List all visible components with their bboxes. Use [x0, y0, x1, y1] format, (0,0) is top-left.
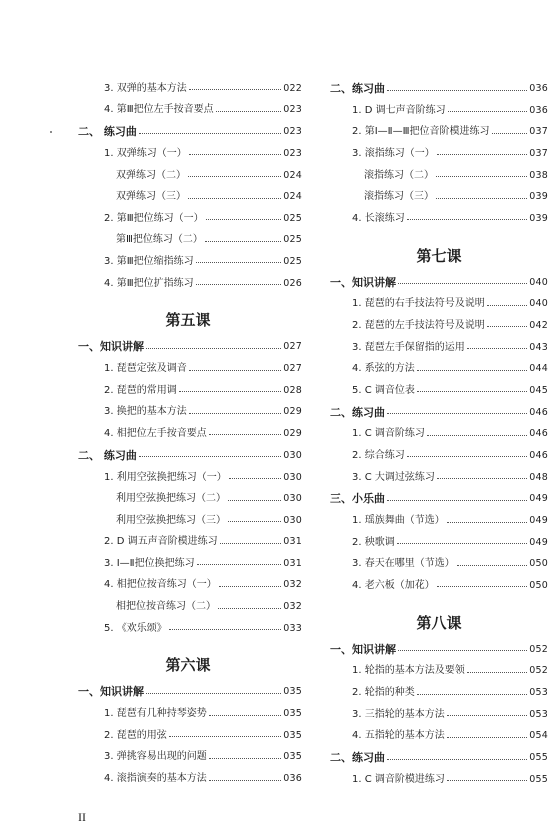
dot-leader	[205, 239, 281, 242]
toc-entry	[74, 553, 302, 575]
dot-leader	[206, 217, 282, 220]
entry-page-number: 046	[529, 449, 548, 461]
toc-entry	[74, 768, 302, 790]
dot-leader	[437, 152, 528, 155]
entry-page-number: 049	[529, 493, 548, 505]
entry-page-number: 048	[529, 471, 548, 483]
entry-title: 1. 琵琶有几种持琴姿势	[104, 708, 207, 720]
entry-page-number: 030	[283, 514, 302, 526]
toc-entry	[330, 704, 548, 726]
entry-page-number: 025	[283, 234, 302, 246]
entry-page-number: 023	[283, 126, 302, 138]
toc-entry	[74, 467, 302, 489]
dot-leader	[436, 196, 527, 199]
entry-title: 双弹练习（三）	[116, 191, 186, 203]
entry-page-number: 039	[529, 212, 548, 224]
toc-section-entry	[330, 78, 548, 100]
entry-page-number: 045	[529, 384, 548, 396]
toc-entry	[330, 100, 548, 122]
dot-leader	[417, 368, 528, 371]
toc-entry	[74, 100, 302, 122]
dot-leader	[467, 670, 528, 673]
toc-entry	[330, 380, 548, 402]
dot-leader	[229, 476, 282, 479]
entry-title: 1. 利用空弦换把练习（一）	[104, 471, 227, 483]
toc-entry	[74, 273, 302, 295]
dot-leader	[398, 281, 527, 284]
entry-page-number: 037	[529, 126, 548, 138]
toc-entry	[74, 380, 302, 402]
toc-entry	[74, 703, 302, 725]
entry-title: 2. 琵琶的用弦	[104, 729, 167, 741]
entry-title: 二、练习曲	[330, 751, 385, 765]
entry-page-number: 031	[283, 557, 302, 569]
entry-title: 4. 滚指演奏的基本方法	[104, 773, 207, 785]
lesson-heading: 第七课	[416, 246, 462, 265]
dot-leader	[228, 498, 281, 501]
entry-title: 3. 琵琶左手保留指的运用	[352, 341, 465, 353]
entry-title: 二、练习曲	[330, 82, 385, 95]
entry-page-number: 030	[283, 449, 302, 461]
entry-page-number: 044	[529, 363, 548, 375]
lesson-heading: 第五课	[165, 311, 211, 330]
entry-page-number: 028	[283, 384, 302, 396]
toc-entry	[74, 510, 302, 532]
dot-leader	[492, 131, 528, 134]
entry-page-number: 032	[283, 601, 302, 613]
dot-leader	[216, 109, 282, 112]
entry-page-number: 029	[283, 406, 302, 418]
entry-page-number: 032	[283, 579, 302, 591]
entry-title: 2. D 调五声音阶模进练习	[104, 536, 218, 548]
toc-entry	[74, 208, 302, 230]
entry-title: 1. C 调音阶练习	[352, 428, 425, 440]
entry-title: 一、知识讲解	[330, 275, 396, 289]
entry-page-number: 030	[283, 493, 302, 505]
entry-page-number: 055	[529, 752, 548, 764]
dot-leader	[407, 454, 528, 457]
dot-leader	[139, 131, 281, 134]
entry-page-number: 055	[529, 773, 548, 785]
toc-entry	[330, 445, 548, 467]
entry-page-number: 024	[283, 169, 302, 181]
toc-entry	[330, 122, 548, 144]
toc-entry	[74, 143, 302, 165]
entry-title: 利用空弦换把练习（三）	[116, 514, 226, 526]
entry-page-number: 042	[529, 319, 548, 331]
toc-entry	[330, 725, 548, 747]
entry-page-number: 036	[529, 83, 548, 94]
entry-page-number: 052	[529, 643, 548, 655]
entry-page-number: 033	[283, 622, 302, 634]
dot-leader	[447, 778, 527, 781]
toc-entry	[330, 510, 548, 532]
entry-title: 3. Ⅰ—Ⅱ把位换把练习	[104, 557, 195, 569]
entry-page-number: 029	[283, 427, 302, 439]
entry-title: 二、练习曲	[330, 405, 385, 419]
entry-title: 2. 秧歌调	[352, 536, 395, 548]
entry-title: 3. 春天在哪里（节选）	[352, 558, 455, 570]
entry-page-number: 023	[283, 104, 302, 116]
entry-page-number: 046	[529, 428, 548, 440]
toc-entry	[330, 467, 548, 489]
entry-title: 4. 老六板（加花）	[352, 579, 435, 591]
toc-entry	[74, 251, 302, 273]
toc-entry	[74, 747, 302, 769]
entry-title: 滚指练习（三）	[364, 191, 434, 203]
entry-page-number: 023	[283, 147, 302, 159]
lesson-heading: 第八课	[416, 613, 462, 632]
toc-section-entry	[74, 681, 302, 703]
toc-left-column	[74, 78, 302, 790]
toc-entry	[74, 575, 302, 597]
toc-entry	[74, 532, 302, 554]
entry-title: 利用空弦换把练习（二）	[116, 493, 226, 505]
dot-leader	[139, 454, 281, 457]
toc-entry	[330, 337, 548, 359]
entry-page-number: 030	[283, 471, 302, 483]
entry-page-number: 035	[283, 708, 302, 720]
entry-title: 相把位按音练习（二）	[116, 601, 216, 613]
toc-entry	[74, 358, 302, 380]
entry-title: 3. C 大调过弦练习	[352, 471, 435, 483]
dot-leader	[189, 152, 282, 155]
entry-title: 4. 第Ⅲ把位左手按音要点	[104, 104, 214, 116]
entry-title: 1. 轮指的基本方法及要领	[352, 665, 465, 677]
toc-entry	[74, 402, 302, 424]
toc-section-entry	[330, 747, 548, 769]
toc-entry	[330, 315, 548, 337]
entry-title: 1. 双弹练习（一）	[104, 147, 187, 159]
entry-title: 3. 双弹的基本方法	[104, 82, 187, 94]
entry-page-number: 050	[529, 558, 548, 570]
entry-title: 4. 第Ⅲ把位扩指练习	[104, 277, 194, 289]
dot-leader	[387, 88, 527, 91]
entry-page-number: 036	[283, 773, 302, 785]
dot-leader	[197, 562, 282, 565]
entry-title: 一、知识讲解	[330, 642, 396, 656]
toc-entry	[330, 769, 548, 791]
entry-page-number: 025	[283, 255, 302, 267]
dot-leader	[417, 389, 527, 392]
toc-entry	[330, 554, 548, 576]
toc-section-entry	[330, 402, 548, 424]
entry-title: 5. 《欢乐颂》	[104, 622, 167, 634]
entry-title: 一、知识讲解	[78, 340, 144, 354]
entry-title: 3. 第Ⅲ把位缩指练习	[104, 255, 194, 267]
toc-section-entry	[74, 336, 302, 358]
dot-leader	[407, 217, 528, 220]
toc-section-entry	[74, 445, 302, 467]
entry-page-number: 046	[529, 406, 548, 418]
toc-entry	[74, 78, 302, 100]
dot-leader	[228, 519, 281, 522]
entry-title: 3. 换把的基本方法	[104, 406, 187, 418]
entry-page-number: 040	[529, 298, 548, 310]
entry-title: 4. 五指轮的基本方法	[352, 730, 445, 742]
entry-title: 1. 琵琶的右手技法符号及说明	[352, 298, 485, 310]
entry-title: 二、 练习曲	[78, 125, 137, 139]
entry-title: 4. 系弦的方法	[352, 363, 415, 375]
toc-entry	[74, 618, 302, 640]
dot-leader	[209, 778, 282, 781]
entry-title: 1. 瑶族舞曲（节选）	[352, 515, 445, 527]
dot-leader	[387, 411, 527, 414]
toc-entry	[74, 725, 302, 747]
entry-title: 4. 相把位按音练习（一）	[104, 579, 217, 591]
entry-page-number: 035	[283, 686, 302, 698]
dot-leader	[398, 648, 527, 651]
entry-page-number: 039	[529, 191, 548, 203]
toc-entry	[74, 488, 302, 510]
entry-page-number: 050	[529, 579, 548, 591]
toc-entry	[74, 186, 302, 208]
entry-title: 1. 琵琶定弦及调音	[104, 363, 187, 375]
entry-title: 1. C 调音阶模进练习	[352, 773, 445, 785]
margin-dot	[50, 131, 52, 133]
dot-leader	[427, 433, 527, 436]
entry-page-number: 026	[283, 277, 302, 289]
entry-title: 3. 滚指练习（一）	[352, 147, 435, 159]
dot-leader	[169, 627, 282, 630]
entry-title: 3. 弹挑容易出现的问题	[104, 751, 207, 763]
dot-leader	[448, 109, 528, 112]
toc-right-column	[330, 78, 548, 791]
lesson-heading: 第六课	[165, 656, 211, 675]
entry-page-number: 052	[529, 665, 548, 677]
dot-leader	[146, 691, 281, 694]
dot-leader	[189, 87, 282, 90]
dot-leader	[417, 692, 528, 695]
toc-entry	[330, 143, 548, 165]
dot-leader	[218, 606, 281, 609]
entry-page-number: 053	[529, 708, 548, 720]
entry-title: 滚指练习（二）	[364, 169, 434, 181]
dot-leader	[189, 411, 282, 414]
entry-page-number: 022	[283, 82, 302, 94]
dot-leader	[436, 174, 527, 177]
entry-title: 2. 综合练习	[352, 449, 405, 461]
entry-title: 5. C 调音位表	[352, 384, 415, 396]
toc-entry	[330, 358, 548, 380]
entry-title: 二、 练习曲	[78, 448, 137, 462]
toc-entry	[330, 165, 548, 187]
entry-title: 三、小乐曲	[330, 492, 385, 506]
entry-title: 4. 长滚练习	[352, 212, 405, 224]
dot-leader	[437, 584, 528, 587]
toc-section-entry	[74, 121, 302, 143]
dot-leader	[196, 282, 282, 285]
entry-page-number: 049	[529, 515, 548, 527]
toc-entry	[330, 186, 548, 208]
toc-entry	[330, 424, 548, 446]
entry-page-number: 049	[529, 536, 548, 548]
page-number: II	[78, 810, 86, 824]
entry-title: 2. 第Ⅲ把位练习（一）	[104, 212, 204, 224]
entry-title: 双弹练习（二）	[116, 169, 186, 181]
toc-entry	[330, 575, 548, 597]
dot-leader	[209, 756, 282, 759]
toc-entry	[330, 294, 548, 316]
dot-leader	[397, 541, 528, 544]
entry-title: 1. D 调七声音阶练习	[352, 104, 446, 116]
toc-section-entry	[330, 639, 548, 661]
entry-title: 2. 琵琶的左手技法符号及说明	[352, 319, 485, 331]
dot-leader	[387, 757, 527, 760]
toc-entry	[74, 165, 302, 187]
dot-leader	[487, 324, 528, 327]
dot-leader	[209, 432, 282, 435]
dot-leader	[209, 713, 282, 716]
toc-entry	[74, 423, 302, 445]
dot-leader	[179, 389, 282, 392]
entry-page-number: 027	[283, 341, 302, 353]
entry-title: 2. 琵琶的常用调	[104, 384, 177, 396]
toc-entry	[330, 661, 548, 683]
entry-title: 一、知识讲解	[78, 685, 144, 699]
dot-leader	[169, 734, 282, 737]
entry-page-number: 038	[529, 169, 548, 181]
dot-leader	[188, 174, 281, 177]
dot-leader	[457, 563, 528, 566]
dot-leader	[467, 346, 528, 349]
toc-section-entry	[330, 272, 548, 294]
dot-leader	[196, 260, 282, 263]
toc-entry	[330, 208, 548, 230]
dot-leader	[447, 520, 528, 523]
entry-page-number: 027	[283, 363, 302, 375]
entry-title: 4. 相把位左手按音要点	[104, 427, 207, 439]
entry-page-number: 054	[529, 730, 548, 742]
entry-page-number: 035	[283, 751, 302, 763]
dot-leader	[146, 346, 281, 349]
entry-page-number: 036	[529, 104, 548, 116]
entry-page-number: 053	[529, 687, 548, 699]
dot-leader	[219, 584, 282, 587]
entry-title: 2. 第Ⅰ—Ⅱ—Ⅲ把位音阶模进练习	[352, 126, 490, 138]
entry-page-number: 035	[283, 729, 302, 741]
toc-entry	[74, 230, 302, 252]
toc-entry	[74, 596, 302, 618]
dot-leader	[189, 368, 282, 371]
entry-page-number: 040	[529, 276, 548, 288]
entry-page-number: 024	[283, 191, 302, 203]
dot-leader	[188, 196, 281, 199]
entry-title: 2. 轮指的种类	[352, 687, 415, 699]
toc-entry	[330, 682, 548, 704]
entry-page-number: 037	[529, 147, 548, 159]
toc-section-entry	[330, 488, 548, 510]
entry-page-number: 043	[529, 341, 548, 353]
dot-leader	[487, 303, 528, 306]
dot-leader	[220, 541, 282, 544]
entry-title: 3. 三指轮的基本方法	[352, 708, 445, 720]
entry-page-number: 025	[283, 212, 302, 224]
dot-leader	[447, 713, 528, 716]
dot-leader	[437, 476, 527, 479]
entry-page-number: 031	[283, 536, 302, 548]
dot-leader	[387, 498, 527, 501]
entry-title: 第Ⅲ把位练习（二）	[116, 234, 203, 246]
dot-leader	[447, 735, 528, 738]
toc-entry	[330, 532, 548, 554]
